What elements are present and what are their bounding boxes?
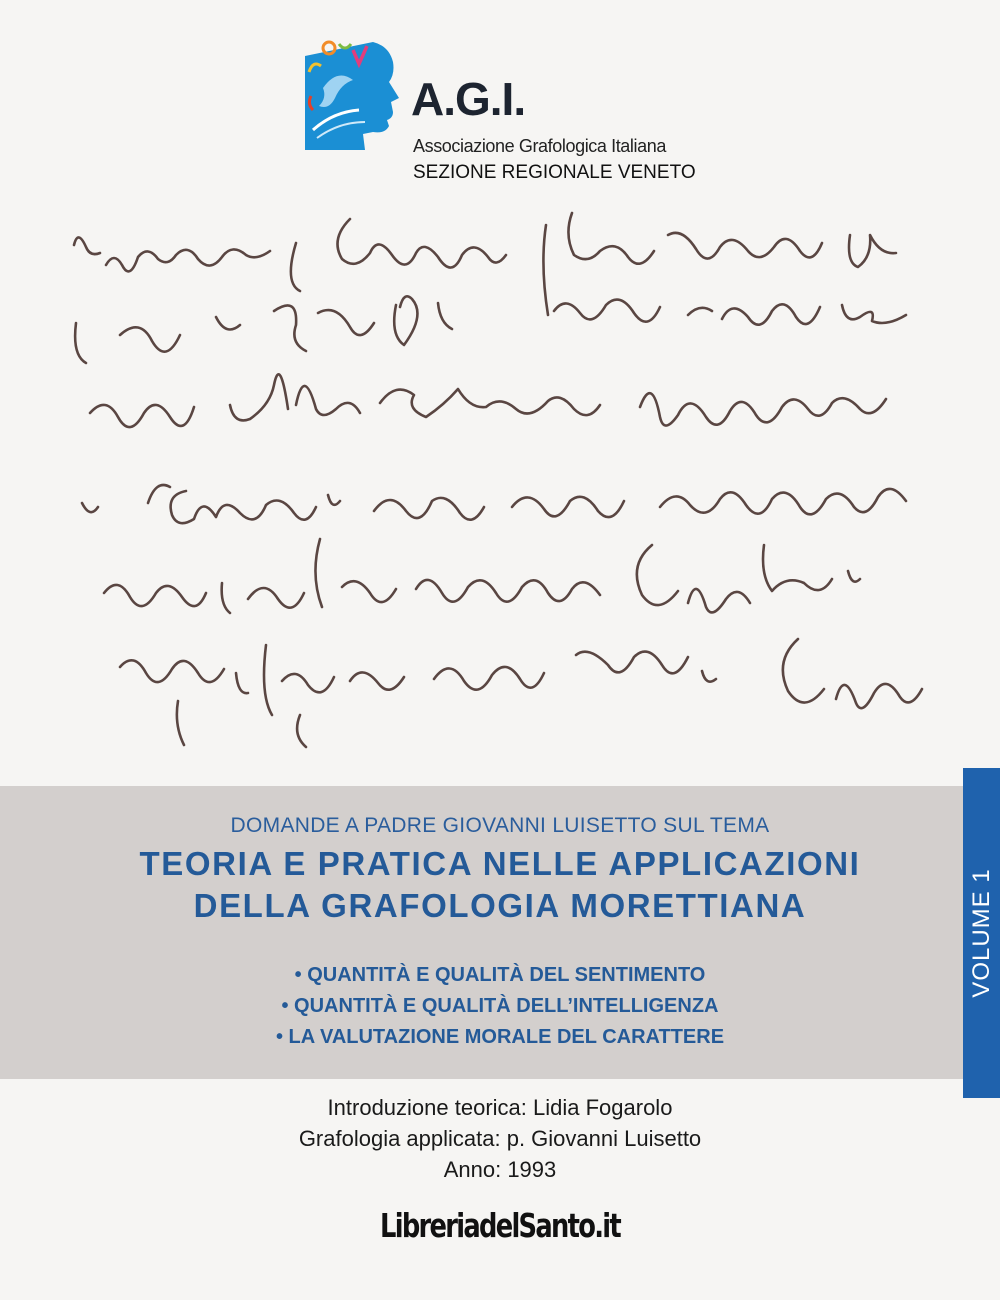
credits [0,1092,1000,1185]
agi-logo [303,38,723,183]
publisher-logo: LibreriadelSanto.it [380,1206,620,1245]
volume-tab [963,768,1000,1098]
topics-list [0,960,1000,1053]
handwritten-letter-specimen [60,195,940,755]
main-title [0,843,1000,927]
topic-item: • QUANTITÀ E QUALITÀ DEL SENTIMENTO [294,964,706,986]
logo-section: SEZIONE REGIONALE VENETO [413,162,696,183]
title-line-2: DELLA GRAFOLOGIA MORETTIANA [193,887,807,924]
intro-line: DOMANDE A PADRE GIOVANNI LUISETTO SUL TEMA [230,814,770,837]
credit-intro: Introduzione teorica: Lidia Fogarolo [327,1095,673,1120]
head-profile-logo-icon [303,38,403,150]
volume-label: VOLUME 1 [967,868,995,998]
title-line-1: TEORIA E PRATICA NELLE APPLICAZIONI [139,845,861,882]
topic-item: • QUANTITÀ E QUALITÀ DELL’INTELLIGENZA [281,995,719,1017]
topic-item: • LA VALUTAZIONE MORALE DEL CARATTERE [275,1026,725,1048]
credit-year: Anno: 1993 [443,1157,557,1182]
credit-applied: Grafologia applicata: p. Giovanni Luisetto [298,1126,702,1151]
logo-title: A.G.I. [411,73,526,125]
logo-subtitle: Associazione Grafologica Italiana [413,136,666,156]
